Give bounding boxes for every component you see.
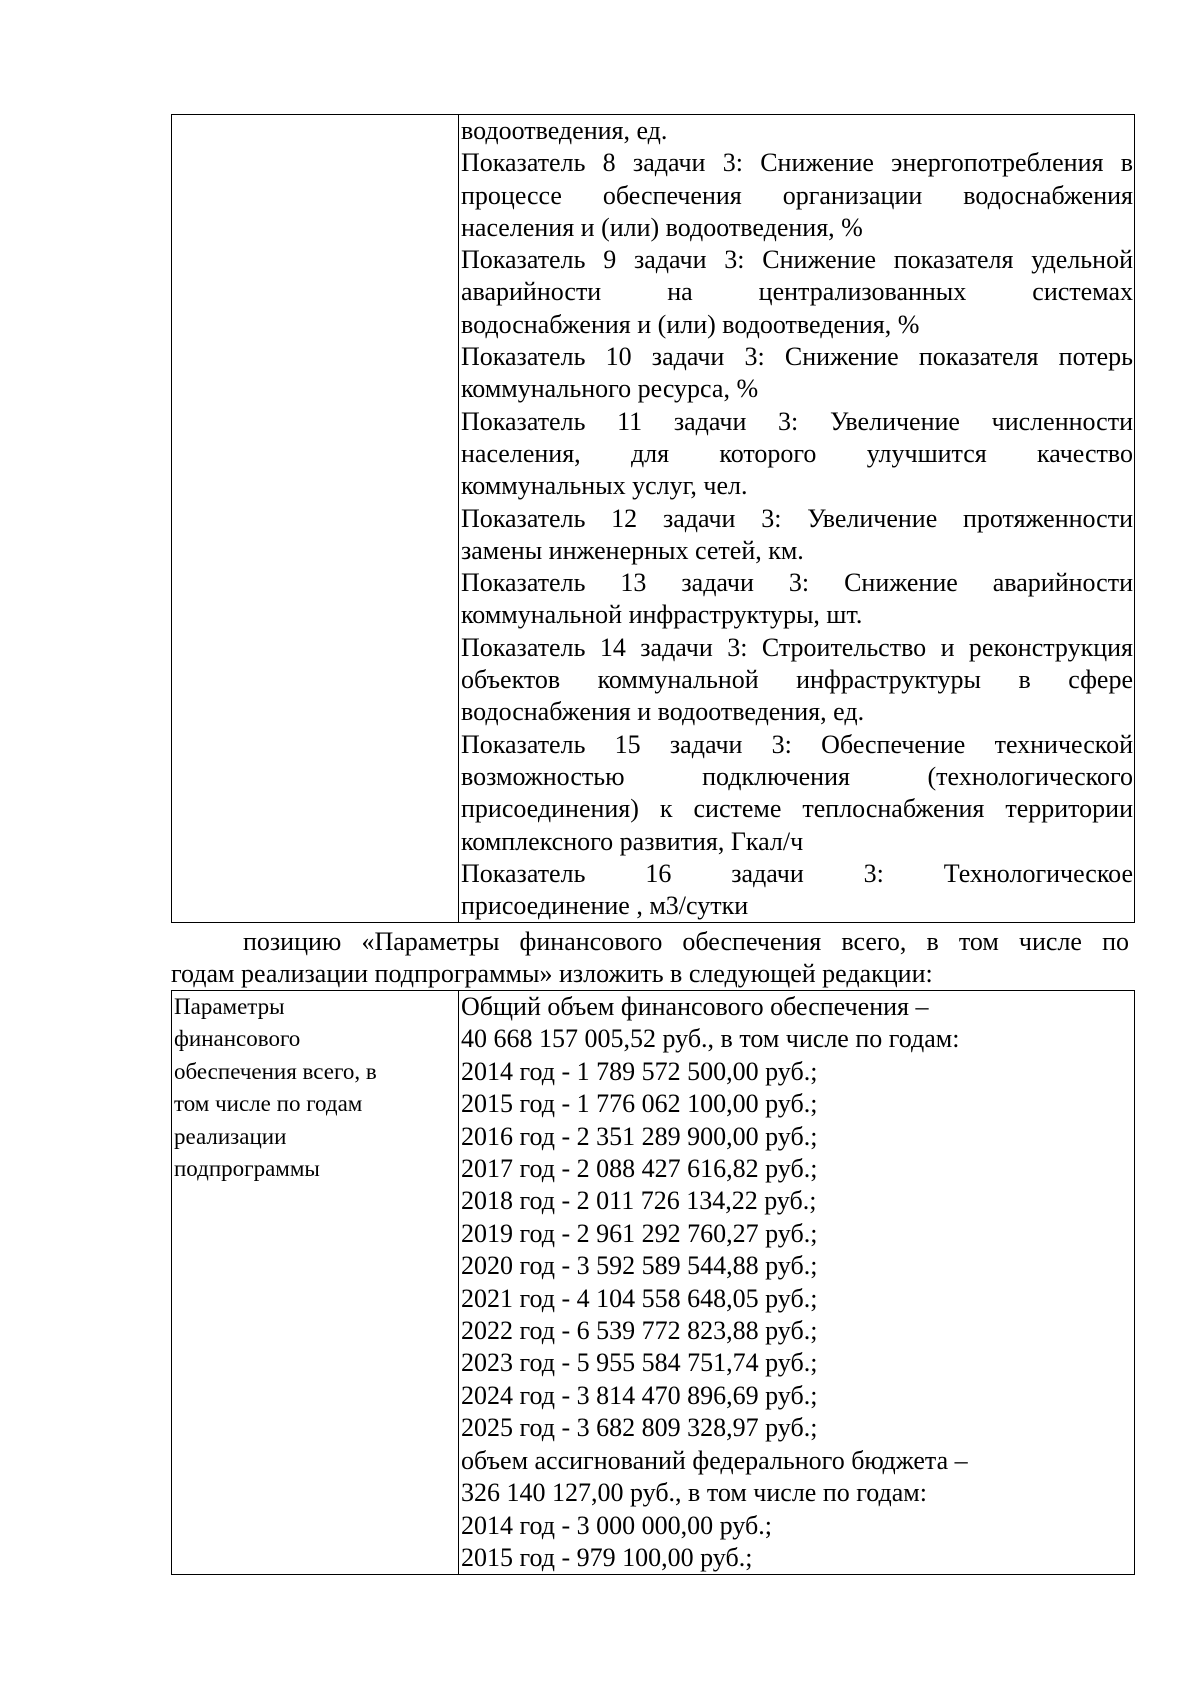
finance-line: 40 668 157 005,52 руб., в том числе по годам: [461, 1024, 960, 1054]
indicator-line: населения и (или) водоотведения, % [461, 212, 863, 242]
finance-line: 2014 год - 1 789 572 500,00 руб.; [461, 1056, 818, 1086]
indicator-line: Показатель 8 задачи 3: Снижение энергопотребления в [461, 148, 1133, 178]
finance-line: 2021 год - 4 104 558 648,05 руб.; [461, 1283, 818, 1313]
indicators-table [171, 114, 1135, 923]
intro-line-2: годам реализации подпрограммы» изложить в следующей редакции: [171, 959, 933, 988]
indicator-line: водоотведения, ед. [461, 116, 668, 145]
finance-line: 2025 год - 3 682 809 328,97 руб.; [461, 1413, 818, 1443]
indicator-line: Показатель 15 задачи 3: Обеспечение технической [461, 729, 1133, 759]
indicator-line: коммунальной инфраструктуры, шт. [461, 600, 863, 630]
finance-line: 2019 год - 2 961 292 760,27 руб.; [461, 1218, 818, 1248]
finance-line: 2015 год - 979 100,00 руб.; [461, 1542, 753, 1572]
finance-line: объем ассигнований федерального бюджета – [461, 1445, 968, 1475]
finance-line: 2024 год - 3 814 470 896,69 руб.; [461, 1380, 818, 1410]
indicator-line: Показатель 13 задачи 3: Снижение аварийности [461, 568, 1133, 598]
finance-line: 2014 год - 3 000 000,00 руб.; [461, 1510, 772, 1540]
indicators-cell [459, 115, 1135, 923]
indicator-line: Показатель 14 задачи 3: Строительство и реконструкция [461, 632, 1133, 662]
indicator-line: присоединения) к системе теплоснабжения территории [461, 794, 1133, 824]
finance-line: 2020 год - 3 592 589 544,88 руб.; [461, 1251, 818, 1281]
finance-label-line: подпрограммы [174, 1156, 320, 1182]
indicator-line: Показатель 12 задачи 3: Увеличение протяженности [461, 503, 1133, 533]
table1-left-cell [172, 115, 459, 923]
indicator-line: коммунального ресурса, % [461, 374, 759, 404]
finance-label-line: обеспечения всего, в [174, 1058, 377, 1084]
finance-line: 2016 год - 2 351 289 900,00 руб.; [461, 1121, 818, 1151]
finance-line: 2022 год - 6 539 772 823,88 руб.; [461, 1316, 818, 1346]
indicator-line: Показатель 9 задачи 3: Снижение показателя удельной [461, 245, 1133, 275]
intro-line-1: позицию «Параметры финансового обеспечения всего, в том числе по [243, 927, 1129, 956]
finance-values-cell [459, 991, 1135, 1575]
finance-line: 2018 год - 2 011 726 134,22 руб.; [461, 1186, 817, 1216]
finance-label-line: том числе по годам [174, 1091, 363, 1117]
finance-label-line: реализации [174, 1123, 287, 1149]
indicator-line: объектов коммунальной инфраструктуры в сфере [461, 665, 1133, 695]
finance-line: 326 140 127,00 руб., в том числе по годам: [461, 1478, 927, 1508]
indicator-line: замены инженерных сетей, км. [461, 535, 804, 565]
finance-label-line: Параметры [174, 994, 285, 1019]
indicator-line: аварийности на централизованных системах [461, 277, 1133, 307]
finance-line: 2015 год - 1 776 062 100,00 руб.; [461, 1089, 818, 1119]
finance-line: 2017 год - 2 088 427 616,82 руб.; [461, 1154, 818, 1184]
intro-paragraph [171, 926, 1129, 990]
finance-line: 2023 год - 5 955 584 751,74 руб.; [461, 1348, 818, 1378]
finance-line: Общий объем финансового обеспечения – [461, 992, 929, 1021]
finance-label-line: финансового [174, 1026, 301, 1052]
indicator-line: населения, для которого улучшится качество [461, 438, 1133, 468]
indicator-line: возможностью подключения (технологического [461, 761, 1133, 791]
indicator-line: Показатель 11 задачи 3: Увеличение численности [461, 406, 1133, 436]
indicator-line: водоснабжения и (или) водоотведения, % [461, 309, 920, 339]
indicator-line: коммунальных услуг, чел. [461, 471, 748, 501]
indicator-line: присоединение , м3/сутки [461, 891, 749, 921]
indicator-line: Показатель 10 задачи 3: Снижение показателя потерь [461, 342, 1133, 372]
finance-table [171, 990, 1135, 1575]
table-row [172, 115, 1135, 923]
indicator-line: Показатель 16 задачи 3: Технологическое [461, 858, 1133, 888]
indicator-line: процессе обеспечения организации водоснабжения [461, 180, 1133, 210]
table-row [172, 991, 1135, 1575]
finance-label-cell [172, 991, 459, 1575]
indicator-line: комплексного развития, Гкал/ч [461, 826, 804, 856]
indicator-line: водоснабжения и водоотведения, ед. [461, 697, 865, 727]
